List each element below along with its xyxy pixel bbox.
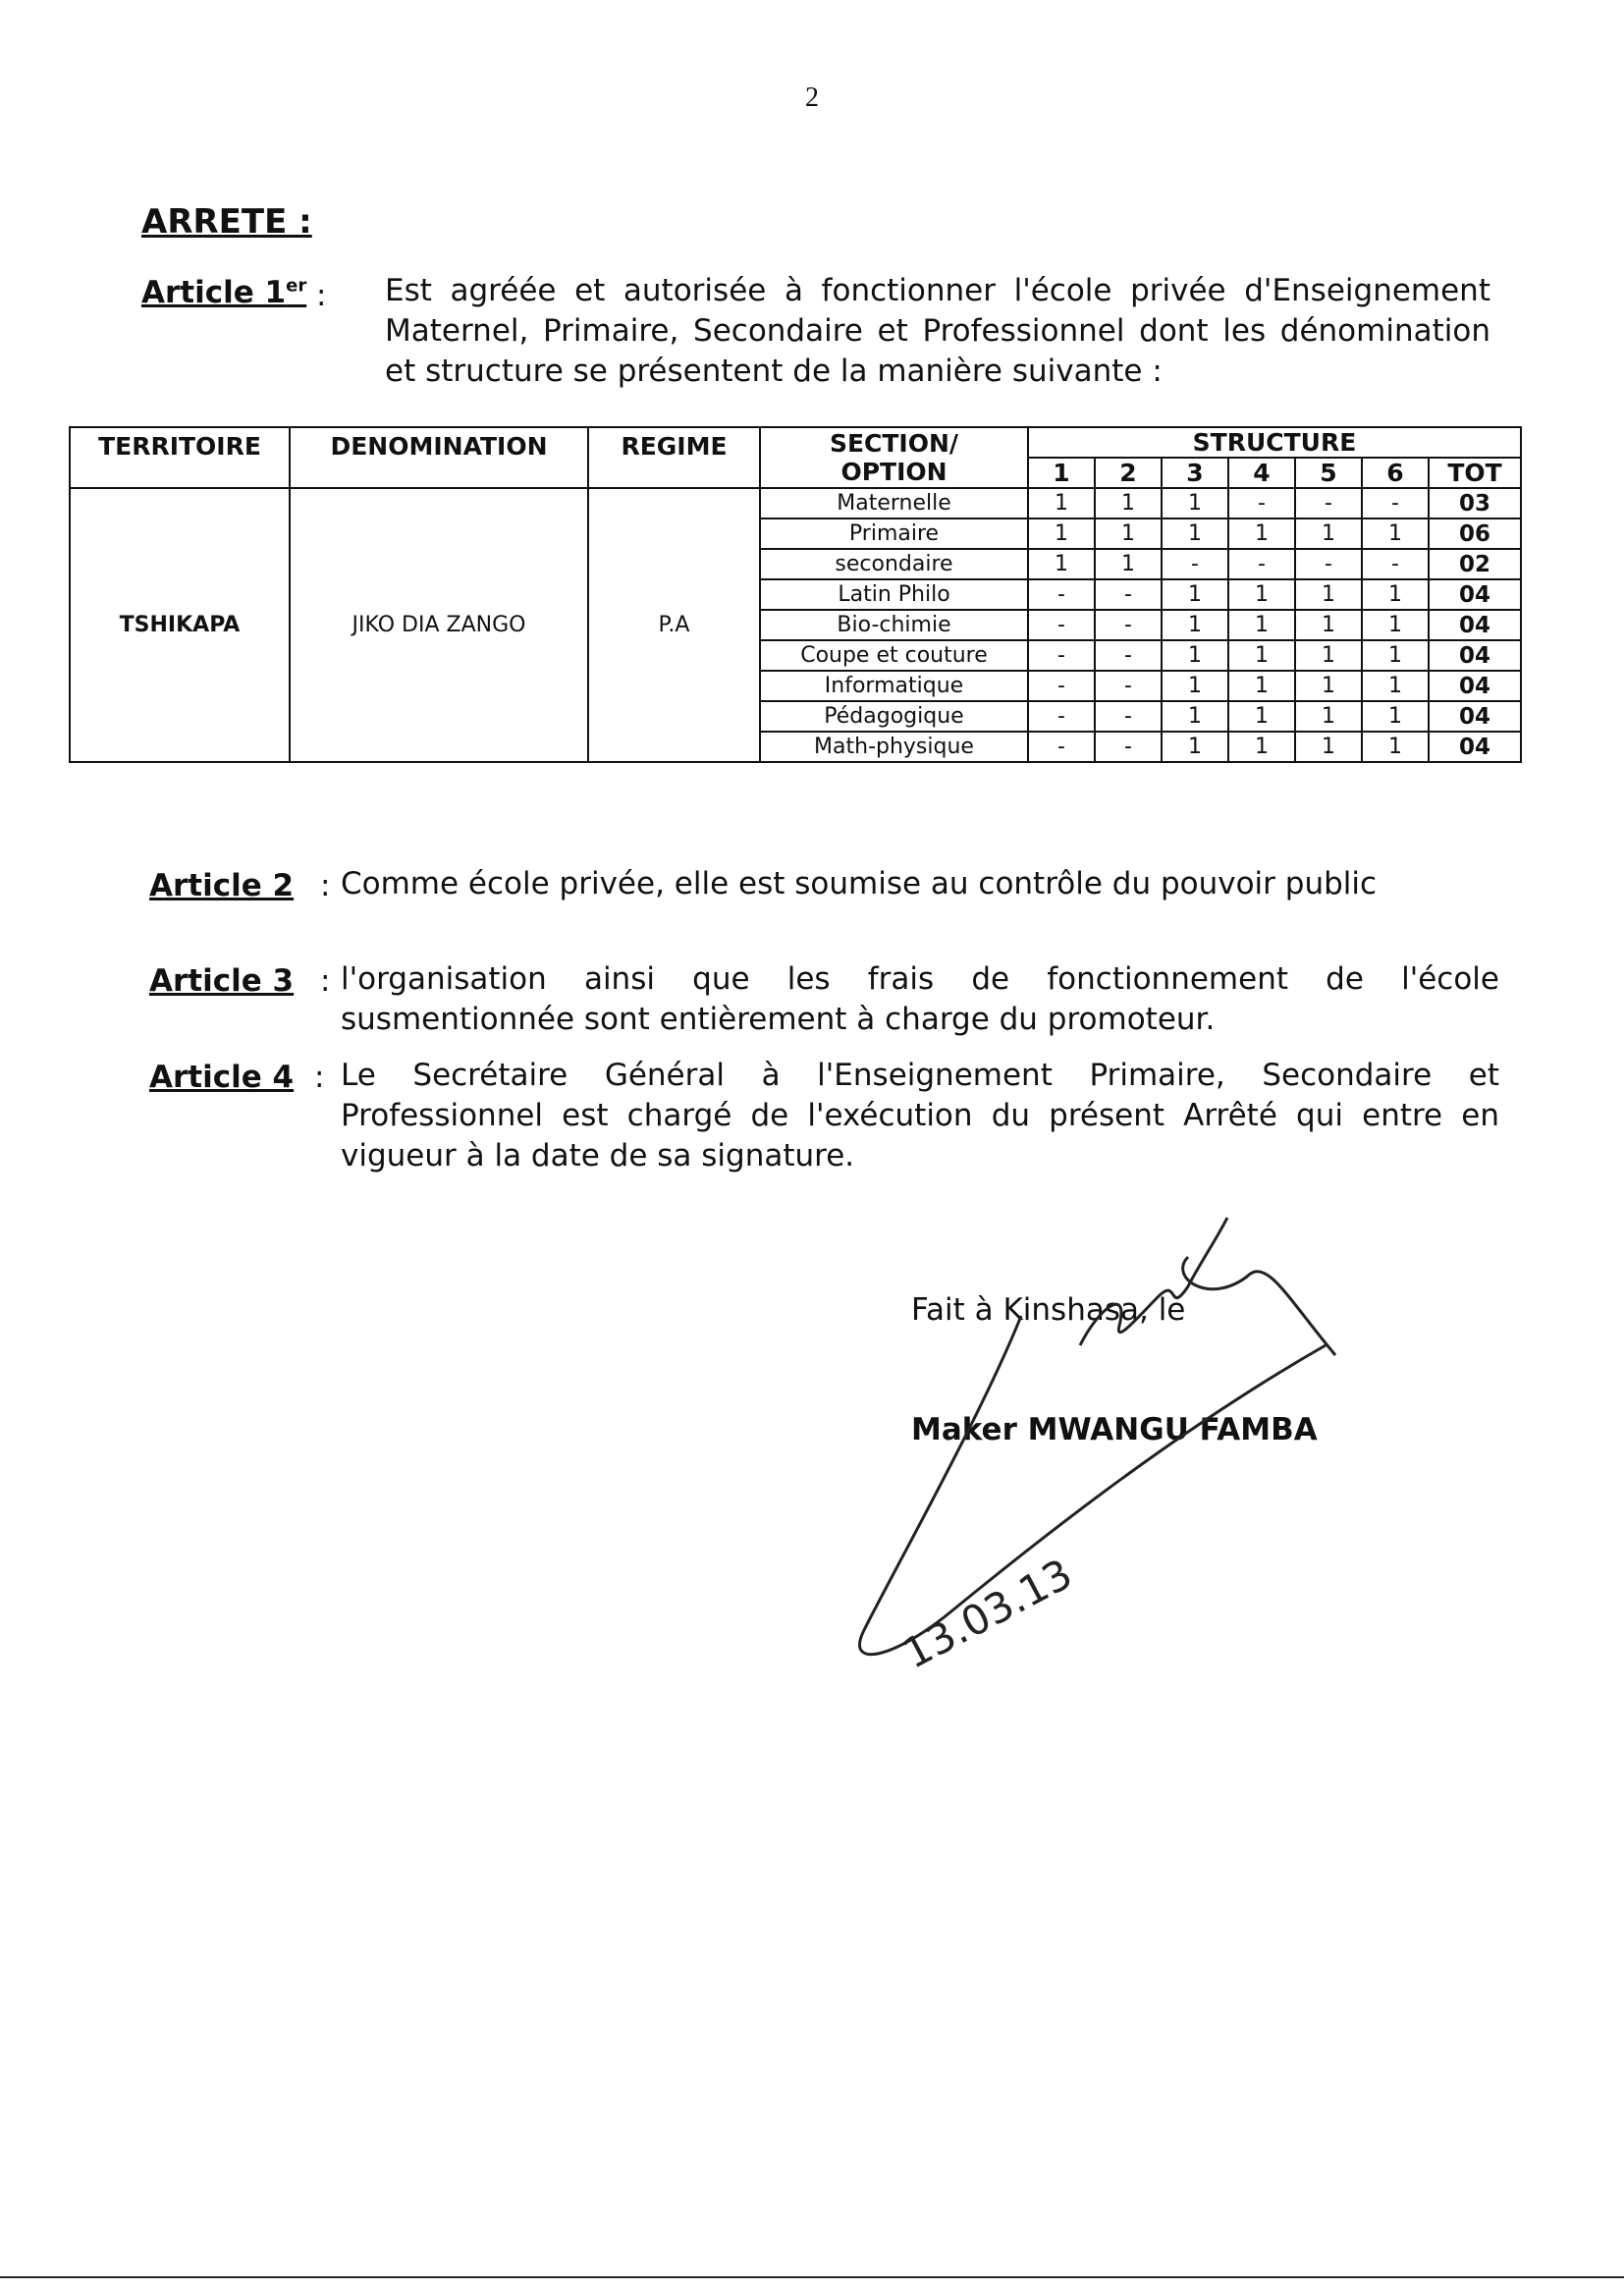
value-cell: 1 — [1162, 518, 1228, 549]
section-cell: Latin Philo — [760, 579, 1028, 610]
value-cell: 1 — [1295, 671, 1362, 701]
value-cell: 1 — [1095, 549, 1162, 579]
territoire-cell: TSHIKAPA — [70, 488, 290, 762]
section-cell: Bio-chimie — [760, 610, 1028, 640]
value-cell: - — [1028, 732, 1095, 762]
value-cell: - — [1362, 488, 1429, 518]
value-cell: - — [1095, 610, 1162, 640]
value-cell: 1 — [1295, 640, 1362, 671]
value-cell: 1 — [1162, 579, 1228, 610]
article-1-label — [141, 275, 306, 310]
value-cell: 1 — [1228, 640, 1295, 671]
handwritten-date: 13.03.13 — [894, 1549, 1080, 1678]
value-cell: - — [1362, 549, 1429, 579]
tot-cell: 04 — [1429, 640, 1521, 671]
structure-table — [69, 426, 1522, 763]
value-cell: 1 — [1162, 732, 1228, 762]
bottom-rule — [0, 2276, 1624, 2278]
value-cell: 1 — [1162, 701, 1228, 732]
tot-cell: 04 — [1429, 732, 1521, 762]
value-cell: 1 — [1162, 610, 1228, 640]
value-cell: 1 — [1162, 671, 1228, 701]
value-cell: - — [1228, 488, 1295, 518]
article-1-text: Est agréée et autorisée à fonctionner l'école privée d'Enseignement Maternel, Primaire, Secondaire et Professionnel dont les dénomination et structure se présentent de la manière suivante : — [385, 273, 1490, 389]
value-cell: - — [1028, 610, 1095, 640]
header-structure: STRUCTURE — [1028, 427, 1521, 458]
section-cell: Primaire — [760, 518, 1028, 549]
value-cell: 1 — [1295, 732, 1362, 762]
value-cell: 1 — [1228, 671, 1295, 701]
header-tot: TOT — [1429, 458, 1521, 488]
value-cell: 1 — [1295, 610, 1362, 640]
value-cell: - — [1295, 549, 1362, 579]
header-level-5: 5 — [1295, 458, 1362, 488]
value-cell: - — [1028, 701, 1095, 732]
article-4-label: Article 4 — [149, 1060, 295, 1095]
article-3-text: l'organisation ainsi que les frais de fonctionnement de l'école susmentionnée sont entièrement à charge du promoteur. — [341, 961, 1499, 1037]
value-cell: 1 — [1362, 518, 1429, 549]
section-cell: Coupe et couture — [760, 640, 1028, 671]
value-cell: 1 — [1362, 610, 1429, 640]
section-cell: secondaire — [760, 549, 1028, 579]
handwritten-signature — [835, 1198, 1384, 1689]
article-1-label-text: Article 1 — [141, 275, 287, 310]
header-level-6: 6 — [1362, 458, 1429, 488]
value-cell: 1 — [1162, 640, 1228, 671]
value-cell: 1 — [1095, 488, 1162, 518]
value-cell: - — [1028, 671, 1095, 701]
tot-cell: 03 — [1429, 488, 1521, 518]
article-3-colon: : — [320, 963, 331, 999]
value-cell: - — [1095, 640, 1162, 671]
regime-cell: P.A — [588, 488, 760, 762]
value-cell: 1 — [1028, 488, 1095, 518]
tot-cell: 04 — [1429, 701, 1521, 732]
tot-cell: 02 — [1429, 549, 1521, 579]
article-1-colon: : — [316, 278, 327, 313]
article-4-colon: : — [314, 1060, 325, 1095]
section-cell: Informatique — [760, 671, 1028, 701]
value-cell: 1 — [1228, 701, 1295, 732]
header-level-4: 4 — [1228, 458, 1295, 488]
value-cell: 1 — [1228, 579, 1295, 610]
value-cell: 1 — [1162, 488, 1228, 518]
header-level-2: 2 — [1095, 458, 1162, 488]
value-cell: 1 — [1295, 701, 1362, 732]
article-2-text: Comme école privée, elle est soumise au contrôle du pouvoir public — [341, 866, 1378, 901]
page-number: 2 — [805, 82, 819, 113]
tot-cell: 06 — [1429, 518, 1521, 549]
value-cell: 1 — [1295, 518, 1362, 549]
value-cell: - — [1295, 488, 1362, 518]
value-cell: 1 — [1028, 518, 1095, 549]
article-2-label: Article 2 — [149, 868, 295, 903]
header-territoire: TERRITOIRE — [70, 427, 290, 488]
header-section: SECTION/ OPTION — [760, 427, 1028, 488]
value-cell: - — [1162, 549, 1228, 579]
section-cell: Maternelle — [760, 488, 1028, 518]
article-4-text: Le Secrétaire Général à l'Enseignement Primaire, Secondaire et Professionnel est chargé de l'exécution du présent Arrêté qui entre en vigueur à la date de sa signature. — [341, 1058, 1499, 1173]
value-cell: 1 — [1228, 518, 1295, 549]
tot-cell: 04 — [1429, 671, 1521, 701]
value-cell: 1 — [1228, 610, 1295, 640]
value-cell: 1 — [1362, 579, 1429, 610]
tot-cell: 04 — [1429, 579, 1521, 610]
article-3-label: Article 3 — [149, 963, 295, 999]
header-level-1: 1 — [1028, 458, 1095, 488]
header-level-3: 3 — [1162, 458, 1228, 488]
section-cell: Pédagogique — [760, 701, 1028, 732]
value-cell: 1 — [1362, 701, 1429, 732]
value-cell: 1 — [1362, 640, 1429, 671]
place-date-line: Fait à Kinshasa, le — [911, 1292, 1186, 1328]
value-cell: - — [1095, 671, 1162, 701]
value-cell: 1 — [1362, 732, 1429, 762]
value-cell: - — [1095, 701, 1162, 732]
value-cell: - — [1228, 549, 1295, 579]
table-row — [70, 488, 1521, 518]
signatory-name: Maker MWANGU FAMBA — [911, 1412, 1318, 1447]
section-cell: Math-physique — [760, 732, 1028, 762]
value-cell: - — [1095, 579, 1162, 610]
value-cell: 1 — [1295, 579, 1362, 610]
denomination-cell: JIKO DIA ZANGO — [290, 488, 588, 762]
decree-heading: ARRETE : — [141, 202, 312, 242]
value-cell: - — [1028, 640, 1095, 671]
header-denomination: DENOMINATION — [290, 427, 588, 488]
value-cell: - — [1028, 579, 1095, 610]
value-cell: 1 — [1362, 671, 1429, 701]
value-cell: 1 — [1228, 732, 1295, 762]
value-cell: 1 — [1095, 518, 1162, 549]
header-regime: REGIME — [588, 427, 760, 488]
article-1-label-sup: er — [286, 275, 307, 297]
value-cell: - — [1095, 732, 1162, 762]
value-cell: 1 — [1028, 549, 1095, 579]
tot-cell: 04 — [1429, 610, 1521, 640]
article-2-colon: : — [320, 868, 331, 903]
